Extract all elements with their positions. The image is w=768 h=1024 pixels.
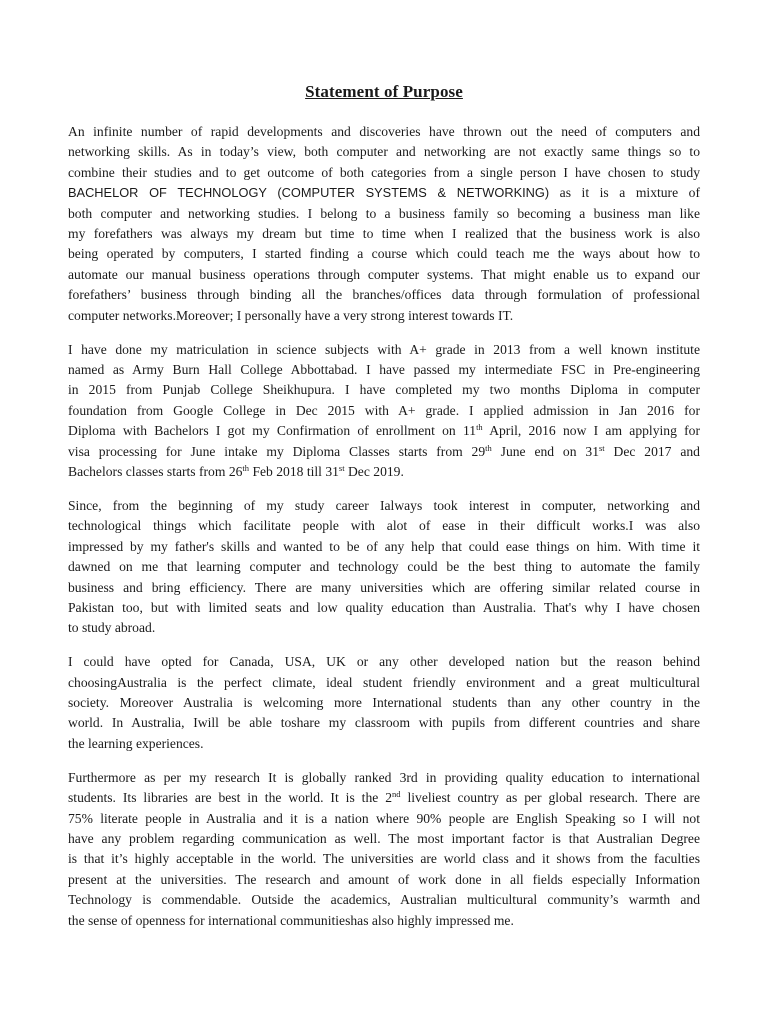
text-segment: both computer and networking studies. I belong to a business family so becoming a business man like — [68, 205, 700, 221]
text-line — [68, 122, 700, 142]
text-line — [68, 360, 700, 380]
text-line — [68, 578, 700, 598]
text-segment: visa processing for June intake my Diploma Classes starts from 29 — [68, 443, 486, 459]
text-line — [68, 224, 700, 244]
text-segment: in 2015 from Punjab College Sheikhupura. I have completed my two months Diploma in computer — [68, 382, 700, 398]
text-segment: liveliest country as per global research. There are — [400, 790, 701, 806]
text-line — [68, 829, 700, 849]
text-line — [68, 870, 700, 890]
text-segment: Diploma with Bachelors I got my Confirmation of enrollment on 11 — [68, 423, 477, 439]
text-line — [68, 890, 700, 910]
text-line — [68, 380, 700, 400]
text-segment: combine their studies and to get outcome of both categories from a single person I have chosen to study — [68, 164, 700, 180]
text-segment: dawned on me that learning computer and technology could be the best thing to automate the family — [68, 559, 700, 575]
text-line — [68, 285, 700, 305]
text-segment: forefathers’ business through binding all the branches/offices data through formulation of professional — [68, 287, 700, 303]
text-segment: computer networks.Moreover; I personally have a very strong interest towards IT. — [68, 307, 514, 323]
text-line — [68, 340, 700, 360]
document-title: Statement of Purpose — [305, 82, 463, 101]
text-segment: Feb 2018 till 31 — [249, 464, 339, 479]
text-segment: is that it’s highly acceptable in the world. The universities are world class and it shows from the faculties — [68, 851, 700, 867]
text-segment: I have done my matriculation in science subjects with A+ grade in 2013 from a well known institute — [68, 341, 700, 357]
text-segment: the sense of openness for international communitieshas also highly impressed me. — [68, 912, 514, 928]
text-line — [68, 163, 700, 183]
text-segment: April, 2016 now I am applying for — [482, 423, 700, 439]
text-segment: as it is a mixture of — [549, 185, 700, 201]
text-line — [68, 421, 700, 441]
text-line — [68, 306, 700, 326]
text-line — [68, 673, 700, 693]
text-segment: Furthermore as per my research It is globally ranked 3rd in providing quality education to international — [68, 769, 700, 785]
text-segment: being operated by computers, I started finding a course which could teach me the ways about how to — [68, 246, 700, 262]
superscript: th — [485, 442, 492, 453]
superscript: th — [476, 422, 483, 433]
text-line — [68, 537, 700, 557]
text-line — [68, 442, 700, 462]
text-line — [68, 809, 700, 829]
text-line — [68, 557, 700, 577]
text-line — [68, 849, 700, 869]
superscript: th — [242, 463, 250, 473]
text-line — [68, 204, 700, 224]
text-segment: have any problem regarding communication as well. The most important factor is that Australian Degree — [68, 831, 700, 846]
paragraph-3 — [68, 496, 700, 639]
paragraph-2 — [68, 340, 700, 483]
text-segment: I could have opted for Canada, USA, UK or any other developed nation but the reason behind — [68, 654, 700, 670]
text-segment: Technology is commendable. Outside the academics, Australian multicultural community’s warmth and — [68, 892, 700, 908]
text-line — [68, 713, 700, 733]
text-segment: students. Its libraries are best in the world. It is the 2 — [68, 790, 393, 806]
paragraph-1 — [68, 122, 700, 326]
text-line — [68, 462, 700, 482]
text-segment: world. In Australia, Iwill be able toshare my classroom with pupils from different countries and share — [68, 715, 700, 731]
superscript: nd — [392, 789, 401, 800]
text-line — [68, 401, 700, 421]
text-segment: Bachelors classes starts from 26 — [68, 464, 243, 479]
text-line — [68, 652, 700, 672]
text-segment: choosingAustralia is the perfect climate, ideal student friendly environment and a great multicultural — [68, 674, 700, 690]
superscript: st — [338, 463, 345, 473]
text-line — [68, 265, 700, 285]
text-line — [68, 516, 700, 536]
text-segment: named as Army Burn Hall College Abbottabad. I have passed my intermediate FSC in Pre-engineering — [68, 361, 700, 377]
text-line — [68, 693, 700, 713]
text-line — [68, 788, 700, 808]
text-line — [68, 911, 700, 931]
text-segment: automate our manual business operations through computer systems. That might enable us to expand our — [68, 266, 700, 282]
document-page — [68, 82, 700, 945]
text-line — [68, 183, 700, 203]
text-line — [68, 598, 700, 618]
paragraph-4 — [68, 652, 700, 754]
text-line — [68, 734, 700, 754]
superscript: st — [599, 442, 605, 453]
text-line — [68, 496, 700, 516]
text-line — [68, 244, 700, 264]
paragraph-5 — [68, 768, 700, 931]
text-segment: technological things which facilitate people with alot of ease in their difficult works.I was also — [68, 518, 700, 534]
text-segment: foundation from Google College in Dec 2015 with A+ grade. I applied admission in Jan 2016 for — [68, 402, 700, 418]
text-segment: Since, from the beginning of my study career Ialways took interest in computer, networking and — [68, 497, 700, 513]
text-line — [68, 768, 700, 788]
text-segment: impressed by my father's skills and wanted to be of any help that could ease things on him. With time it — [68, 538, 700, 554]
document-body — [68, 122, 700, 931]
text-line — [68, 142, 700, 162]
text-segment: Pakistan too, but with limited seats and low quality education than Australia. That's why I have chosen — [68, 599, 700, 615]
text-segment: to study abroad. — [68, 620, 156, 636]
text-segment: the learning experiences. — [68, 735, 204, 751]
text-segment: business and bring efficiency. There are many universities which are offering similar related course in — [68, 579, 700, 595]
text-segment: Dec 2019. — [344, 464, 404, 479]
text-segment: An infinite number of rapid developments and discoveries have thrown out the need of computers and — [68, 124, 700, 139]
text-segment: 75% literate people in Australia and it is a nation where 90% people are English Speaking so I will not — [68, 810, 700, 826]
text-segment: networking skills. As in today’s view, both computer and networking are not exactly same things so to — [68, 144, 700, 160]
text-segment: society. Moreover Australia is welcoming more International students than any other country in the — [68, 695, 700, 711]
text-segment: present at the universities. The research and amount of work done in all fields especially Information — [68, 871, 700, 887]
text-segment: June end on 31 — [491, 443, 599, 459]
text-segment: BACHELOR OF TECHNOLOGY (COMPUTER SYSTEMS & NETWORKING) — [68, 185, 550, 201]
text-segment: my forefathers was always my dream but time to time when I realized that the business work is also — [68, 226, 700, 242]
text-line — [68, 618, 700, 638]
text-segment: Dec 2017 and — [604, 443, 700, 459]
